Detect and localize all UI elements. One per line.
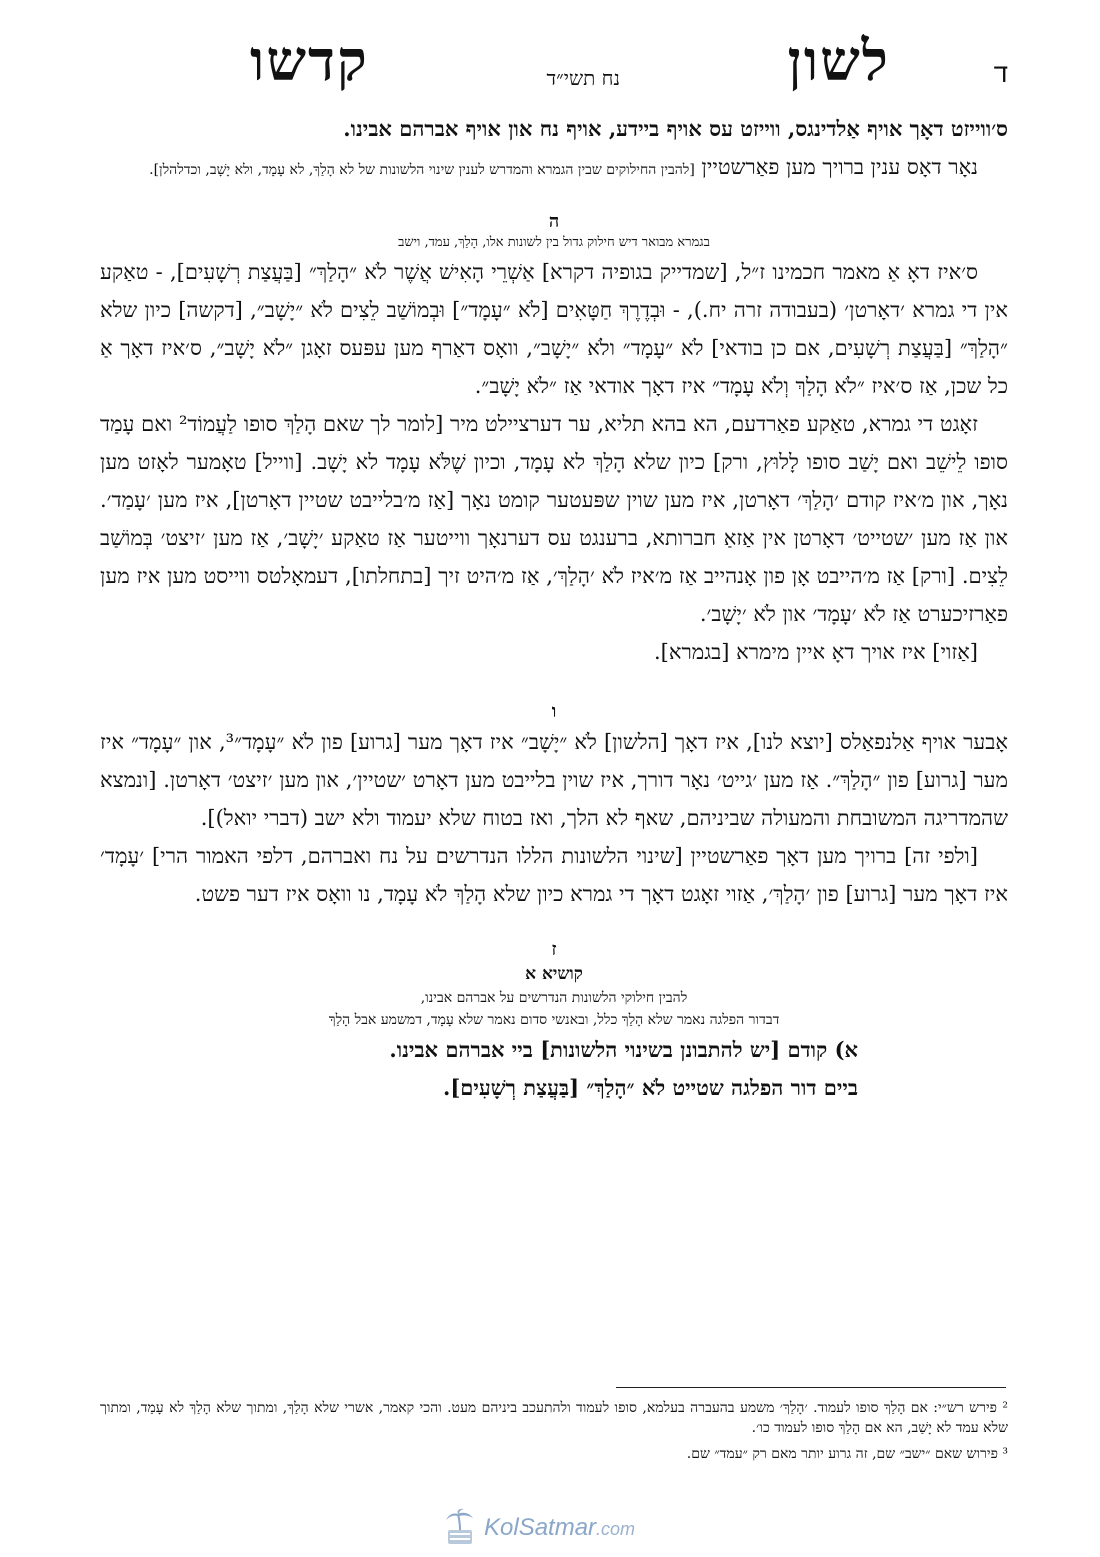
paragraph-question-note: [להבין החילוקים שבין הגמרא והמדרש לענין שינוי הלשונות של לא הָלַךְ, לא עָמָד, ולא יָשָׁב, וכדלהלן].	[149, 162, 695, 178]
palm-tree-icon	[440, 1508, 480, 1548]
section-7-subtitle-1: להבין חילוקי הלשונות הנדרשים על אברהם אבינו,	[420, 990, 688, 1006]
footnote-2: ² פירש רש״י: אם הָלַךְ סופו לעמוד. ׳הָלַךְ׳ משמע בהעברה בעלמא, סופו לעמוד ולהתעכב ביניהם מעט. והכי קאמר, אשרי שלא הָלַךְ, ומתוך שלא הָלַךְ לא עָמַד, ומתוך שלא עמד לא יָשַׁב, הא אם הָלַךְ סופו לעמוד כו׳.	[100, 1400, 1008, 1436]
paragraph-opening: ס׳ווייזט דאָך אויף אַלדינגס, ווייזט עס אויף ביידע, אויף נח און אויף אברהם אבינו.	[343, 116, 1008, 141]
section-7-title: קושיא א	[525, 964, 583, 984]
section-7-line-1: א) קודם [יש להתבונן בשינוי הלשונות] ביי אברהם אבינו.	[389, 1037, 858, 1062]
section-6-paragraph-2: [ולפי זה] ברויך מען דאָך פאַרשטיין [שינוי הלשונות הללו הנדרשים על נח ואברהם, דלפי האמור הרי] ׳עָמָד׳ איז דאָך מער [גרוע] פון ׳הָלַךְ׳, אַזוי זאָגט דאָך די גמרא כיון שלא הָלַךְ לֹא עָמָד, נו וואָס איז דער פשט.	[100, 844, 1008, 906]
section-5-paragraph-1: ס׳איז דאָ אַ מאמר חכמינו ז״ל, [שמדייק בגופיה דקרא] אַשְׁרֵי הָאִישׁ אֲשֶׁר לֹא ״הָלַךְ״ [בַּעֲצַת רְשָׁעִים], - טאַקע אין די גמרא ׳דאָרטן׳ (בעבודה זרה יח.), - וּבְדֶרֶךְ חַטָּאִים [לֹא ״עָמָד״] וּבְמוֹשַׁב לֵצִים לֹא ״יָשָׁב״, [דקשה] כיון שלא ״הָלַךְ״ [בַּעֲצַת רְשָׁעִים, אם כן בודאי] לֹא ״עָמָד״ ולֹא ״יָשָׁב״, וואָס דאַרף מען עפּעס זאָגן ״לֹא יָשָׁב״, ס׳איז דאָך אַ כל שכן, אַז ס׳איז ״לֹא הָלַךְ וְלֹא עָמָד״ איז דאָך אודאי אַז ״לֹא יָשָׁב״.	[100, 260, 1008, 398]
paragraph-question-main: נאָר דאָס ענין ברויך מען פאַרשטיין	[701, 155, 978, 179]
section-5-subtitle: בגמרא מבואר דיש חילוק גדול בין לשונות אלו, הָלַךְ, עמד, וישב	[398, 235, 710, 250]
section-5-paragraph-2: זאָגט די גמרא, טאַקע פאַרדעם, הא בהא תליא, ער דערציילט מיר [לומר לך שאם הָלַךְ סופו לַעֲמוֹד² ואם עָמַד סופו לֵישֵׁב ואם יָשַׁב סופו לָלוּץ, ורק] כיון שלא הָלַךְ לא עָמָד, וכיון שֶׁלֹּא עָמָד לא יָשָׁב. [ווייל] טאָמער לאָזט מען נאָך, און מ׳איז קודם ׳הָלַךְ׳ דאָרטן, איז מען שוין שפּעטער קומט נאָך [אַז מ׳בלייבט שטיין דאָרטן], איז מען ׳עָמַד׳. און אַז מען ׳שטייט׳ דאָרטן אין אַזאַ חברותא, ברענגט עס דערנאָך ווייטער אַז טאַקע ׳יָשָׁב׳, אַז מען ׳זיצט׳ בְּמוֹשַׁב לֵצִים. [ורק] אַז מ׳הייבט אָן פון אָנהייב אַז מ׳איז לֹא ׳הָלַךְ׳, אַז מ׳היט זיך [בתחלתו], דעמאָלטס ווייסט מען איז מען פאַרזיכערט אַז לֹא ׳עָמָד׳ און לֹא ׳יָשָׁב׳.	[100, 412, 1008, 626]
section-7-number: ז	[551, 939, 557, 960]
section-5-number: ה	[548, 211, 560, 232]
header-date: נח תשי״ד	[546, 66, 620, 90]
running-title-left: קדשו	[250, 28, 369, 94]
section-6-number: ו	[551, 701, 557, 722]
main-text	[100, 110, 1008, 1107]
footnote-divider	[616, 1387, 1006, 1388]
logo-name: KolSatmar	[484, 1514, 597, 1541]
section-7-line-2: ביים דור הפלגה שטייט לֹא ״הָלַךְ״ [בַּעֲצַת רְשָׁעִים].	[443, 1075, 858, 1100]
paragraph-question	[100, 148, 1008, 189]
running-title-right: לשון	[787, 28, 890, 94]
logo-text	[484, 1514, 635, 1542]
section-5-paragraph-3: [אַזוי] איז אויך דאָ איין מימרא [בגמרא].	[653, 640, 978, 664]
kolsatmar-logo	[440, 1508, 635, 1548]
footnote-3: ³ פירוש שאם ״ישב״ שם, זה גרוע יותר מאם רק ״עמד״ שם.	[686, 1446, 1008, 1462]
page-number: ד	[993, 58, 1008, 88]
section-6-paragraph-1: אָבער אויף אַלנפאַלס [יוצא לנו], איז דאָך [הלשון] לֹא ״יָשָׁב״ איז דאָך מער [גרוע] פון לֹא ״עָמָד״³, און ״עָמָד״ איז מער [גרוע] פון ״הָלַךְ״. אַז מען ׳גייט׳ נאָר דורך, איז שוין בלייבט מען דאָרט ׳שטיין׳, און מען ׳זיצט׳ דאָרטן. [ונמצא שהמדריגה המשובחת והמעולה שביניהם, שאף לא הלך, ואז בטוח שלא יעמוד ולא ישב (דברי יואל)].	[100, 730, 1008, 830]
section-7-subtitle-2: דבדור הפלגה נאמר שלא הָלַךְ כלל, ובאנשי סדום נאמר שלא עָמָד, דמשמע אבל הָלַךְ	[328, 1012, 780, 1028]
logo-domain: .com	[596, 1519, 636, 1539]
footnotes	[100, 1398, 1008, 1470]
page-header	[100, 28, 1008, 108]
